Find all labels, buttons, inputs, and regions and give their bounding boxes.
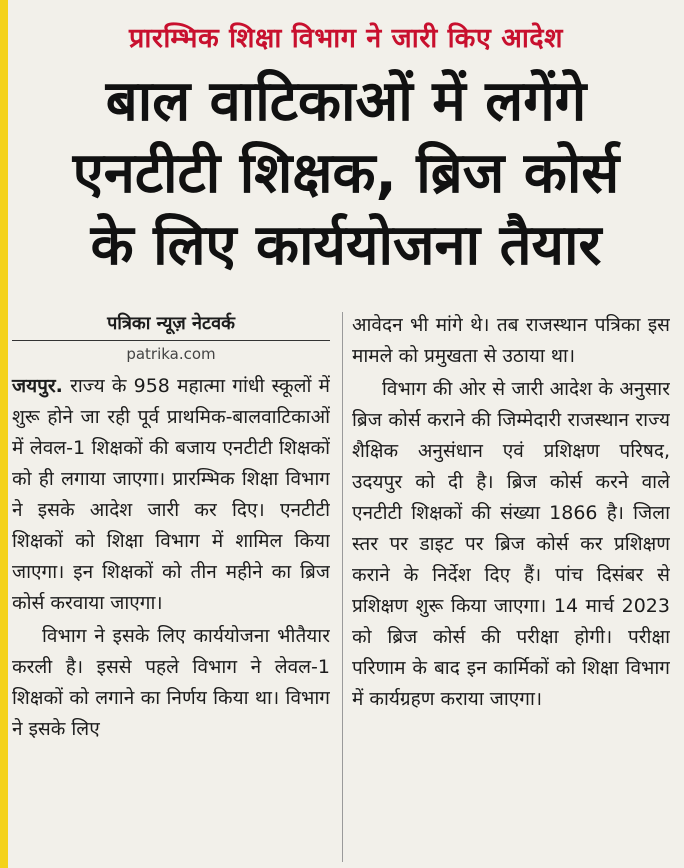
headline-line-3: के लिए कार्ययोजना तैयार bbox=[90, 213, 602, 278]
paragraph bbox=[12, 371, 330, 619]
paragraph: विभाग की ओर से जारी आदेश के अनुसार ब्रिज कोर्स कराने की जिम्मेदारी राजस्थान राज्य शैक्षिक अनुसंधान एवं प्रशिक्षण परिषद, उदयपुर को दी है। ब्रिज कोर्स करने वाले एनटीटी शिक्षकों की संख्या 1866 है। जिला स्तर पर डाइट पर ब्रिज कोर्स कर प्रशिक्षण कराने के निर्देश दिए हैं। पांच दिसंबर से प्रशिक्षण शुरू किया जाएगा। 14 मार्च 2023 को ब्रिज कोर्स की परीक्षा होगी। परीक्षा परिणाम के बाद इन कार्मिकों को शिक्षा विभाग में कार्यग्रहण कराया जाएगा। bbox=[352, 378, 670, 710]
accent-bar bbox=[0, 0, 8, 868]
headline-line-2: एनटीटी शिक्षक, ब्रिज कोर्स bbox=[72, 141, 620, 206]
paragraph: आवेदन भी मांगे थे। तब राजस्थान पत्रिका इस मामले को प्रमुखता से उठाया था। bbox=[352, 314, 670, 367]
right-column bbox=[352, 310, 670, 865]
byline: पत्रिका न्यूज़ नेटवर्क bbox=[12, 310, 330, 341]
paragraph: विभाग ने इसके लिए कार्ययोजना भीतैयार करली है। इससे पहले विभाग ने लेवल-1 शिक्षकों को लगाने का निर्णय किया था। विभाग ने इसके लिए bbox=[12, 625, 330, 740]
website-credit: patrika.com bbox=[126, 345, 216, 363]
dateline: जयपुर. bbox=[12, 375, 63, 397]
left-column bbox=[8, 310, 330, 865]
kicker-headline: प्रारम्भिक शिक्षा विभाग ने जारी किए आदेश bbox=[129, 23, 563, 54]
main-headline bbox=[8, 66, 684, 282]
headline-line-1: बाल वाटिकाओं में लगेंगे bbox=[105, 69, 587, 134]
column-divider bbox=[342, 312, 343, 862]
paragraph-text: राज्य के 958 महात्मा गांधी स्कूलों में शुरू होने जा रही पूर्व प्राथमिक-बालवाटिकाओं में लेवल-1 शिक्षकों की बजाय एनटीटी शिक्षकों को ही लगाया जाएगा। प्रारम्भिक शिक्षा विभाग ने इसके आदेश जारी कर दिए। एनटीटी शिक्षकों को शिक्षा विभाग में शामिल किया जाएगा। इन शिक्षकों को तीन महीने का ब्रिज कोर्स करवाया जाएगा। bbox=[12, 375, 330, 614]
newspaper-clipping bbox=[8, 0, 684, 868]
